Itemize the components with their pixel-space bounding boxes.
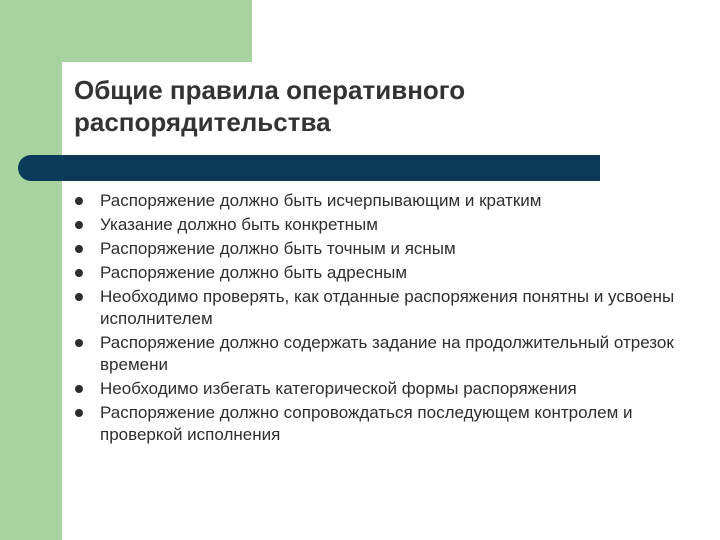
- list-item-text: Распоряжение должно сопровождаться последующем контролем и проверкой исполнения: [100, 403, 633, 444]
- list-item: [0, 214, 720, 236]
- list-item-text: Указание должно быть конкретным: [100, 215, 378, 234]
- list-item: [0, 190, 720, 212]
- list-item-text: Необходимо проверять, как отданные распоряжения понятны и усвоены исполнителем: [100, 287, 675, 328]
- bullet-list: [0, 190, 720, 448]
- bullet-dot-icon: [75, 245, 83, 253]
- bullet-dot-icon: [75, 221, 83, 229]
- list-item-text: Распоряжение должно быть адресным: [100, 263, 408, 282]
- bullet-dot-icon: [75, 293, 83, 301]
- list-item: [0, 238, 720, 260]
- list-item-text: Распоряжение должно содержать задание на продолжительный отрезок времени: [100, 333, 674, 374]
- list-item: [0, 286, 720, 330]
- list-item-text: Распоряжение должно быть исчерпывающим и кратким: [100, 191, 542, 210]
- list-item: [0, 378, 720, 400]
- list-item: [0, 262, 720, 284]
- list-item: [0, 332, 720, 376]
- title-underline-bar: [18, 155, 600, 181]
- slide-title: Общие правила оперативного распорядительства: [74, 75, 466, 137]
- bullet-dot-icon: [75, 339, 83, 347]
- bullet-dot-icon: [75, 385, 83, 393]
- bullet-dot-icon: [75, 409, 83, 417]
- bullet-dot-icon: [75, 197, 83, 205]
- list-item: [0, 402, 720, 446]
- bullet-dot-icon: [75, 269, 83, 277]
- list-item-text: Распоряжение должно быть точным и ясным: [100, 239, 456, 258]
- list-item-text: Необходимо избегать категорической формы распоряжения: [100, 379, 577, 398]
